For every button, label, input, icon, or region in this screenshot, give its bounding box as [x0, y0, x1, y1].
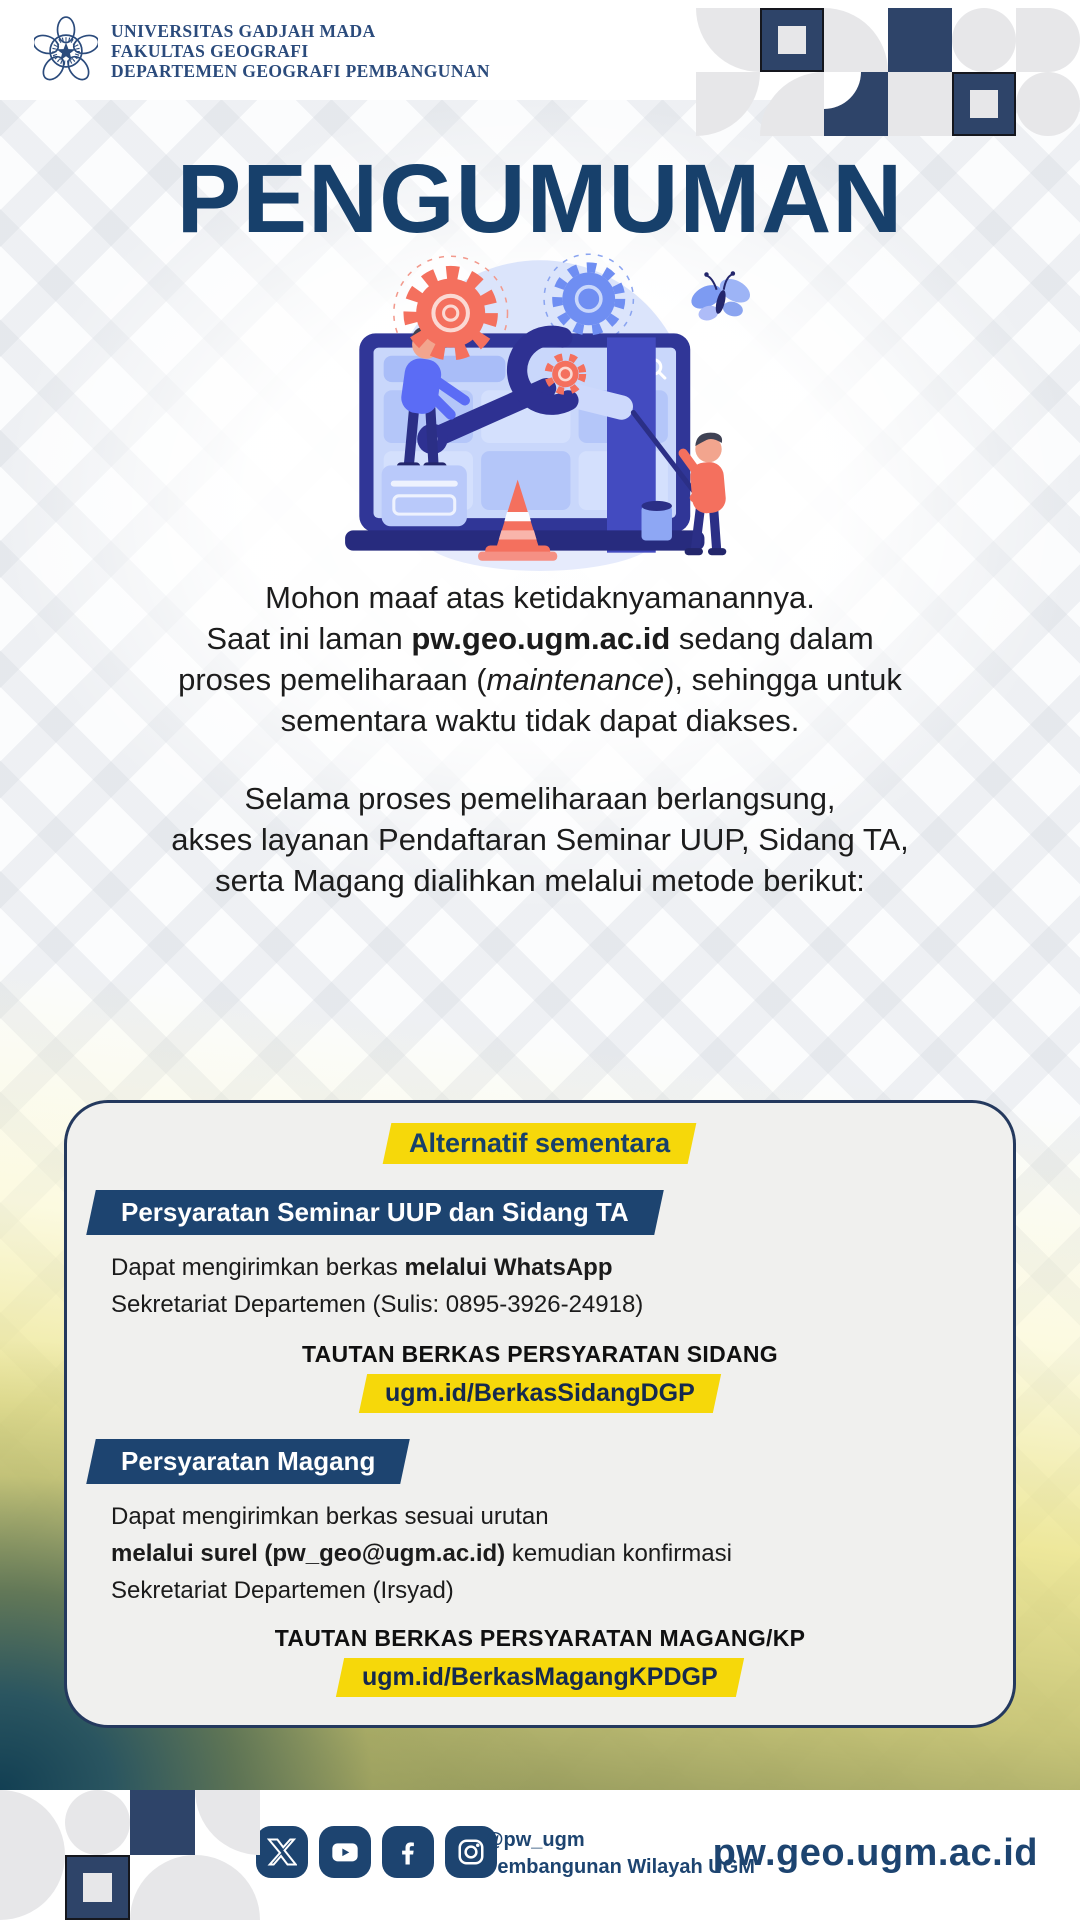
deco-cell — [888, 72, 952, 136]
deco-cell — [195, 1790, 260, 1855]
deco-cell — [824, 72, 888, 136]
notice-line-2: akses layanan Pendaftaran Seminar UUP, Sidang TA, — [171, 822, 909, 857]
deco-cell — [65, 1790, 130, 1855]
alternatives-card — [64, 1100, 1016, 1728]
account-name: Pembangunan Wilayah UGM — [484, 1856, 755, 1878]
deco-cell — [195, 1855, 260, 1920]
youtube-icon[interactable] — [319, 1826, 371, 1878]
site-url-inline: pw.geo.ugm.ac.id — [411, 621, 671, 656]
deco-cell — [130, 1790, 195, 1855]
notice-line-1: Selama proses pemeliharaan berlangsung, — [244, 781, 836, 816]
deco-cell — [1016, 72, 1080, 136]
university-brand — [34, 16, 490, 86]
section-magang-body: Dapat mengirimkan berkas sesuai urutan melalui surel (pw_geo@ugm.ac.id) kemudian konfirmasi Sekretariat Departemen (Irsyad) — [111, 1503, 732, 1604]
section-magang-banner: Persyaratan Magang — [86, 1439, 410, 1484]
footer — [0, 1790, 1080, 1920]
seminar-link[interactable]: ugm.id/BerkasSidangDGP — [359, 1374, 721, 1413]
deco-cell — [130, 1855, 195, 1920]
footer-website-url[interactable]: pw.geo.ugm.ac.id — [712, 1832, 1038, 1874]
notice-paragraph — [0, 778, 1080, 901]
department-name: DEPARTEMEN GEOGRAFI PEMBANGUNAN — [111, 61, 490, 81]
intro-line-2: Saat ini laman pw.geo.ugm.ac.id sedang dalam — [206, 621, 874, 656]
deco-cell — [952, 8, 1016, 72]
x-twitter-icon[interactable] — [256, 1826, 308, 1878]
deco-cell — [65, 1855, 130, 1920]
deco-cell — [824, 8, 888, 72]
social-icons — [256, 1826, 497, 1878]
deco-cell — [888, 8, 952, 72]
butterfly — [687, 271, 754, 322]
deco-cell — [696, 8, 760, 72]
card-badge: Alternatif sementara — [383, 1123, 697, 1164]
university-name-block — [111, 21, 490, 81]
university-name: UNIVERSITAS GADJAH MADA — [111, 21, 376, 41]
magang-link-label: TAUTAN BERKAS PERSYARATAN MAGANG/KP — [274, 1625, 806, 1651]
notice-line-3: serta Magang dialihkan melalui metode berikut: — [215, 863, 865, 898]
deco-cell — [760, 72, 824, 136]
deco-pattern-top-right — [696, 8, 1080, 136]
maintenance-illustration — [295, 240, 785, 580]
section-seminar-banner: Persyaratan Seminar UUP dan Sidang TA — [86, 1190, 663, 1235]
section-seminar-body: Dapat mengirimkan berkas melalui WhatsApp Sekretariat Departemen (Sulis: 0895-3926-24918) — [111, 1254, 644, 1318]
deco-cell — [760, 8, 824, 72]
deco-cell — [952, 72, 1016, 136]
facebook-icon[interactable] — [382, 1826, 434, 1878]
deco-cell — [696, 72, 760, 136]
ugm-logo-icon — [34, 16, 98, 86]
intro-paragraph — [0, 577, 1080, 741]
page-title: PENGUMUMAN — [176, 144, 904, 253]
deco-pattern-bottom-left — [0, 1790, 260, 1920]
intro-line-3: proses pemeliharaan (maintenance), sehingga untuk — [178, 662, 902, 697]
social-handle: @pw_ugm — [484, 1829, 585, 1851]
intro-line-4: sementara waktu tidak dapat diakses. — [280, 703, 800, 738]
intro-line-1: Mohon maaf atas ketidaknyamanannya. — [265, 580, 815, 615]
deco-cell — [0, 1790, 65, 1855]
magang-link[interactable]: ugm.id/BerkasMagangKPDGP — [336, 1658, 744, 1697]
paint-bucket — [642, 506, 672, 541]
deco-cell — [0, 1855, 65, 1920]
deco-cell — [1016, 8, 1080, 72]
faculty-name: FAKULTAS GEOGRAFI — [111, 41, 309, 61]
seminar-link-label: TAUTAN BERKAS PERSYARATAN SIDANG — [301, 1341, 778, 1367]
